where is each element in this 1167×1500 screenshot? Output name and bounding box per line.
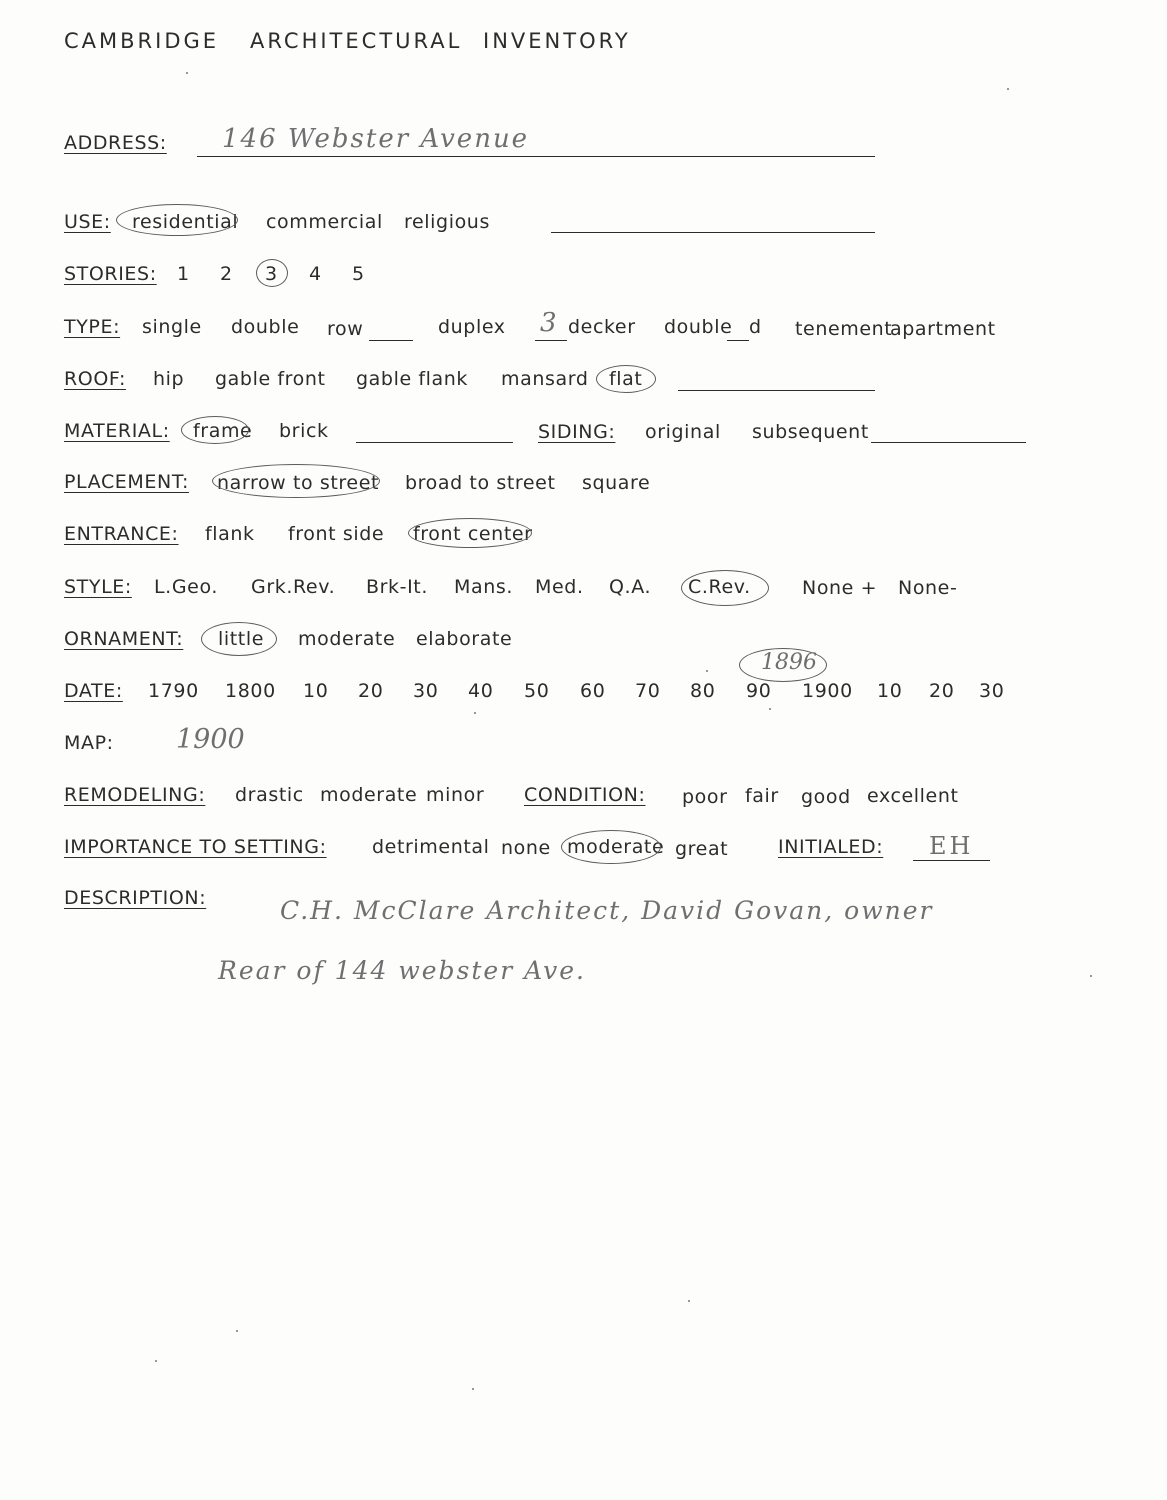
type-option-d: d	[749, 316, 762, 338]
stories-label: STORIES:	[64, 263, 157, 285]
entrance-selected-circle	[408, 518, 532, 548]
ornament-option-elaborate: elaborate	[416, 628, 513, 650]
condition-option-poor: poor	[682, 786, 728, 808]
initialed-label: INITIALED:	[778, 836, 884, 858]
scan-speck	[706, 670, 708, 672]
importance-option-great: great	[675, 838, 729, 860]
type-decker-line	[535, 340, 567, 341]
date-option-1900: 1900	[802, 680, 853, 702]
material-other-line	[356, 442, 513, 443]
style-option-med: Med.	[535, 576, 584, 598]
address-value: 146 Webster Avenue	[222, 124, 530, 154]
stories-option-1: 1	[177, 263, 190, 285]
date-option-20: 20	[358, 680, 384, 702]
roof-option-gable-flank: gable flank	[356, 368, 469, 390]
style-option-none-plus: None +	[802, 577, 878, 599]
placement-option-square: square	[582, 472, 651, 494]
roof-option-flat: flat	[609, 368, 643, 390]
date-option-1800: 1800	[225, 680, 276, 702]
stories-option-4: 4	[309, 263, 322, 285]
remodeling-option-moderate: moderate	[320, 784, 418, 806]
material-label: MATERIAL:	[64, 420, 170, 442]
type-option-single: single	[142, 316, 202, 338]
roof-option-mansard: mansard	[501, 368, 589, 390]
importance-option-none: none	[501, 837, 551, 859]
style-selected-circle	[681, 570, 769, 606]
date-option-80: 80	[690, 680, 716, 702]
initialed-value: EH	[929, 832, 974, 860]
style-option-qa: Q.A.	[609, 576, 652, 598]
use-option-religious: religious	[404, 211, 490, 233]
importance-option-moderate: moderate	[567, 836, 665, 858]
style-option-crev: C.Rev.	[688, 576, 751, 598]
roof-other-line	[678, 390, 875, 391]
condition-option-fair: fair	[745, 785, 779, 807]
importance-option-detrimental: detrimental	[372, 836, 490, 858]
siding-option-original: original	[645, 421, 721, 443]
style-option-none-minus: None-	[898, 577, 958, 599]
style-option-lgeo: L.Geo.	[154, 576, 218, 598]
scan-speck	[155, 1360, 157, 1362]
entrance-option-front-side: front side	[288, 523, 385, 545]
date-option-1920: 20	[929, 680, 955, 702]
date-option-1930: 30	[979, 680, 1005, 702]
description-line-2: Rear of 144 webster Ave.	[218, 956, 587, 985]
ornament-selected-circle	[201, 622, 277, 656]
material-option-frame: frame	[193, 420, 253, 442]
condition-option-excellent: excellent	[867, 785, 959, 807]
map-value: 1900	[176, 724, 245, 755]
entrance-label: ENTRANCE:	[64, 523, 179, 545]
stories-option-5: 5	[352, 263, 365, 285]
date-option-10: 10	[303, 680, 329, 702]
scan-speck	[1090, 975, 1092, 977]
remodeling-option-minor: minor	[426, 784, 485, 806]
remodeling-label: REMODELING:	[64, 784, 206, 806]
map-label: MAP:	[64, 732, 114, 754]
date-value: 1896	[761, 650, 817, 675]
material-option-brick: brick	[279, 420, 329, 442]
date-label: DATE:	[64, 680, 123, 702]
date-option-40: 40	[468, 680, 494, 702]
date-option-70: 70	[635, 680, 661, 702]
roof-option-hip: hip	[153, 368, 185, 390]
type-option-apartment: apartment	[890, 318, 996, 340]
scan-speck	[1007, 88, 1009, 90]
use-option-residential: residential	[132, 211, 239, 233]
initialed-line	[913, 860, 990, 861]
date-option-50: 50	[524, 680, 550, 702]
type-option-decker: decker	[568, 316, 636, 338]
entrance-option-front-center: front center	[413, 523, 533, 545]
placement-option-narrow: narrow to street	[217, 472, 380, 494]
style-label: STYLE:	[64, 576, 132, 598]
description-line-1: C.H. McClare Architect, David Govan, owner	[280, 896, 934, 925]
importance-selected-circle	[561, 830, 661, 864]
placement-selected-circle	[212, 464, 380, 498]
siding-other-line	[871, 442, 1026, 443]
form-title-inventory: INVENTORY	[483, 29, 631, 53]
scan-speck	[769, 708, 771, 710]
siding-label: SIDING:	[538, 421, 616, 443]
condition-option-good: good	[801, 786, 851, 808]
style-option-mans: Mans.	[454, 576, 514, 598]
address-label: ADDRESS:	[64, 132, 167, 154]
type-option-double-d: double	[664, 316, 733, 338]
siding-option-subsequent: subsequent	[752, 421, 869, 443]
roof-selected-circle	[596, 365, 656, 393]
use-other-line	[551, 232, 875, 233]
use-option-commercial: commercial	[266, 211, 383, 233]
date-option-1790: 1790	[148, 680, 199, 702]
date-option-30: 30	[413, 680, 439, 702]
type-row-line	[369, 340, 413, 341]
remodeling-option-drastic: drastic	[235, 784, 304, 806]
scan-speck	[472, 1388, 474, 1390]
scan-speck	[474, 712, 476, 714]
type-decker-value: 3	[540, 308, 557, 338]
date-option-90: 90	[746, 680, 772, 702]
roof-label: ROOF:	[64, 368, 126, 390]
form-title-cambridge: CAMBRIDGE	[64, 29, 220, 53]
stories-option-2: 2	[220, 263, 233, 285]
style-option-grkrev: Grk.Rev.	[251, 576, 336, 598]
scan-speck	[236, 1330, 238, 1332]
material-selected-circle	[181, 416, 249, 444]
date-option-60: 60	[580, 680, 606, 702]
stories-option-3: 3	[265, 263, 278, 285]
stories-selected-circle	[256, 259, 288, 287]
scan-speck	[688, 1300, 690, 1302]
scan-speck	[186, 72, 188, 74]
ornament-label: ORNAMENT:	[64, 628, 184, 650]
placement-label: PLACEMENT:	[64, 471, 189, 493]
ornament-option-little: little	[218, 628, 265, 650]
type-double-d-line	[727, 340, 749, 341]
type-option-tenement: tenement	[795, 318, 893, 340]
style-option-brkit: Brk-It.	[366, 576, 428, 598]
entrance-option-flank: flank	[205, 523, 255, 545]
type-option-double: double	[231, 316, 300, 338]
type-option-row: row	[327, 318, 364, 340]
date-option-1910: 10	[877, 680, 903, 702]
type-label: TYPE:	[64, 316, 121, 338]
address-line	[197, 156, 875, 157]
use-selected-circle	[116, 204, 238, 236]
ornament-option-moderate: moderate	[298, 628, 396, 650]
condition-label: CONDITION:	[524, 784, 646, 806]
type-option-duplex: duplex	[438, 316, 506, 338]
importance-label: IMPORTANCE TO SETTING:	[64, 836, 327, 858]
form-title-architectural: ARCHITECTURAL	[250, 29, 463, 53]
roof-option-gable-front: gable front	[215, 368, 326, 390]
placement-option-broad: broad to street	[405, 472, 556, 494]
use-label: USE:	[64, 211, 111, 233]
description-label: DESCRIPTION:	[64, 887, 207, 909]
